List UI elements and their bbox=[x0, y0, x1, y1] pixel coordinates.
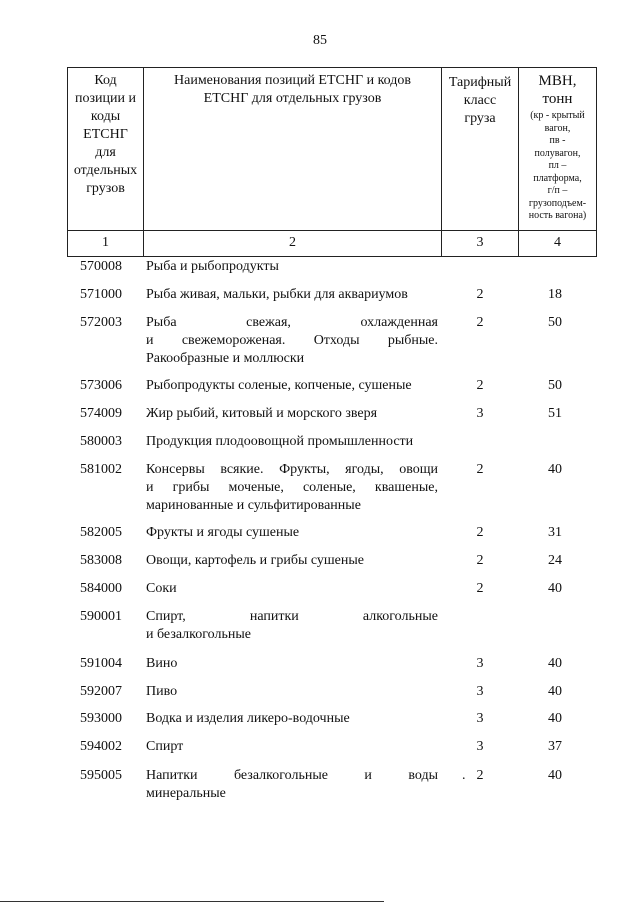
word: свежая, bbox=[246, 315, 291, 330]
header-tariff-class bbox=[442, 68, 519, 231]
row-mbn: 40 bbox=[548, 768, 562, 783]
header-class-line: класс bbox=[463, 93, 497, 108]
row-name-line: Рыба и рыбопродукты bbox=[146, 259, 279, 274]
row-name bbox=[146, 314, 438, 368]
word: всякие. bbox=[220, 462, 264, 477]
column-number: 1 bbox=[68, 231, 144, 257]
row-code: 582005 bbox=[80, 525, 122, 540]
word: безалкогольные bbox=[233, 768, 328, 783]
row-name bbox=[146, 258, 438, 276]
header-mbn-note: вагон, bbox=[544, 122, 571, 134]
column-number-row bbox=[68, 231, 597, 257]
header-mbn-note: полувагон, bbox=[534, 147, 581, 159]
word: Фрукты, bbox=[279, 462, 330, 477]
header-class-line: Тарифный bbox=[448, 75, 512, 90]
header-mbn-note: ность вагона) bbox=[528, 210, 587, 221]
header-code-line: Код bbox=[94, 73, 117, 88]
row-code: 584000 bbox=[80, 581, 122, 596]
row-tariff-class: 2 bbox=[476, 315, 484, 330]
stray-mark: . bbox=[462, 768, 466, 783]
word: и bbox=[146, 480, 154, 495]
row-code: 590001 bbox=[80, 609, 122, 624]
row-tariff-class: 2 bbox=[476, 378, 484, 393]
row-name bbox=[146, 377, 438, 395]
row-name-line bbox=[146, 608, 438, 626]
word: Рыба bbox=[146, 315, 177, 330]
row-name bbox=[146, 738, 438, 756]
row-name bbox=[146, 655, 438, 673]
row-tariff-class: 3 bbox=[476, 711, 484, 726]
row-mbn: 18 bbox=[548, 287, 562, 302]
row-name-line: Рыбопродукты соленые, копченые, сушеные bbox=[146, 378, 412, 393]
word: Спирт, bbox=[146, 609, 186, 624]
word: Отходы bbox=[313, 333, 360, 348]
word: алкогольные bbox=[362, 609, 438, 624]
row-code: 574009 bbox=[80, 406, 122, 421]
word: квашеные, bbox=[374, 480, 438, 495]
header-code-line: позиции и bbox=[75, 91, 136, 106]
row-name-line: Фрукты и ягоды сушеные bbox=[146, 525, 300, 540]
word: воды bbox=[408, 768, 438, 783]
row-code: 592007 bbox=[80, 684, 122, 699]
row-name bbox=[146, 608, 438, 644]
row-mbn: 40 bbox=[548, 581, 562, 596]
header-code-line: коды bbox=[90, 109, 121, 124]
word: рыбные. bbox=[387, 333, 438, 348]
row-name-line: Вино bbox=[146, 656, 178, 671]
row-code: 570008 bbox=[80, 259, 122, 274]
word: соленые, bbox=[302, 480, 356, 495]
row-name-line: Рыба живая, мальки, рыбки для аквариумов bbox=[146, 287, 408, 302]
header-name bbox=[144, 68, 442, 231]
row-name-line: Спирт bbox=[146, 739, 184, 754]
header-row bbox=[68, 68, 597, 231]
column-number: 4 bbox=[519, 231, 597, 257]
word: Напитки bbox=[146, 768, 198, 783]
page-number: 85 bbox=[313, 33, 327, 48]
word: охлажденная bbox=[360, 315, 438, 330]
row-mbn: 40 bbox=[548, 684, 562, 699]
header-mbn-note: платформа, bbox=[533, 172, 582, 184]
row-name-line: маринованные и сульфитированные bbox=[146, 498, 361, 513]
row-mbn: 37 bbox=[548, 739, 562, 754]
word: Консервы bbox=[146, 462, 205, 477]
row-mbn: 50 bbox=[548, 315, 562, 330]
column-number: 2 bbox=[144, 231, 442, 257]
row-name-line: Пиво bbox=[146, 684, 178, 699]
row-name-line: Ракообразные и моллюски bbox=[146, 351, 305, 366]
word: и bbox=[364, 768, 372, 783]
row-code: 595005 bbox=[80, 768, 122, 783]
row-name bbox=[146, 461, 438, 515]
row-mbn: 40 bbox=[548, 711, 562, 726]
row-name-line: Жир рыбий, китовый и морского зверя bbox=[146, 406, 378, 421]
header-mbn-note: грузоподъем- bbox=[528, 197, 587, 209]
row-name bbox=[146, 405, 438, 423]
row-name-line: Водка и изделия ликеро-водочные bbox=[146, 711, 350, 726]
header-code-line: отдельных bbox=[73, 163, 138, 178]
row-tariff-class: 2 bbox=[476, 553, 484, 568]
row-code: 594002 bbox=[80, 739, 122, 754]
word: ягоды, bbox=[345, 462, 384, 477]
row-name-line: и безалкогольные bbox=[146, 627, 251, 642]
row-tariff-class: 3 bbox=[476, 739, 484, 754]
row-name-line bbox=[146, 479, 438, 497]
row-code: 571000 bbox=[80, 287, 122, 302]
header-name-line: Наименования позиций ЕТСНГ и кодов bbox=[174, 73, 411, 88]
row-mbn: 40 bbox=[548, 656, 562, 671]
row-name-line bbox=[146, 314, 438, 332]
row-name bbox=[146, 710, 438, 728]
row-code: 572003 bbox=[80, 315, 122, 330]
row-tariff-class: 2 bbox=[476, 525, 484, 540]
row-name-line bbox=[146, 332, 438, 350]
header-code-line: грузов bbox=[86, 181, 125, 196]
row-name bbox=[146, 767, 438, 803]
column-number: 3 bbox=[442, 231, 519, 257]
row-name bbox=[146, 580, 438, 598]
row-mbn: 31 bbox=[548, 525, 562, 540]
row-name-line bbox=[146, 767, 438, 785]
header-code bbox=[68, 68, 144, 231]
header-mbn-note: г/п – bbox=[547, 185, 568, 196]
word: моченые, bbox=[228, 480, 284, 495]
row-tariff-class: 3 bbox=[476, 406, 484, 421]
row-name bbox=[146, 552, 438, 570]
row-name-line: Овощи, картофель и грибы сушеные bbox=[146, 553, 364, 568]
row-code: 593000 bbox=[80, 711, 122, 726]
header-code-line: ЕТСНГ bbox=[83, 127, 128, 142]
row-mbn: 50 bbox=[548, 378, 562, 393]
header-mbn-line: тонн bbox=[542, 91, 573, 107]
row-name bbox=[146, 683, 438, 701]
row-name-line: минеральные bbox=[146, 786, 226, 801]
row-mbn: 40 bbox=[548, 462, 562, 477]
row-name-line: Соки bbox=[146, 581, 177, 596]
header-name-line: ЕТСНГ для отдельных грузов bbox=[203, 91, 382, 106]
scan-edge-line bbox=[0, 901, 384, 902]
word: и bbox=[146, 333, 154, 348]
row-mbn: 51 bbox=[548, 406, 562, 421]
header-mbn-note: пв - bbox=[549, 135, 566, 146]
word: грибы bbox=[172, 480, 210, 495]
header-code-line: для bbox=[95, 145, 116, 160]
row-name-line bbox=[146, 461, 438, 479]
header-mbn-note: (кр - крытый bbox=[530, 110, 585, 121]
row-tariff-class: 2 bbox=[476, 581, 484, 596]
row-name bbox=[146, 524, 438, 542]
row-code: 591004 bbox=[80, 656, 122, 671]
header-class-line: груза bbox=[464, 111, 496, 126]
row-tariff-class: 2 bbox=[476, 462, 484, 477]
row-name bbox=[146, 433, 438, 451]
header-mbn-note: пл – bbox=[548, 160, 567, 171]
row-code: 573006 bbox=[80, 378, 122, 393]
row-code: 580003 bbox=[80, 434, 122, 449]
row-code: 581002 bbox=[80, 462, 122, 477]
row-name bbox=[146, 286, 438, 304]
word: свежемороженая. bbox=[181, 333, 286, 348]
row-mbn: 24 bbox=[548, 553, 562, 568]
word: овощи bbox=[399, 462, 438, 477]
row-tariff-class: 2 bbox=[476, 287, 484, 302]
header-mbn-line: МВН, bbox=[538, 73, 577, 89]
row-name-line: Продукция плодоовощной промышленности bbox=[146, 434, 414, 449]
row-code: 583008 bbox=[80, 553, 122, 568]
row-tariff-class: 3 bbox=[476, 656, 484, 671]
table-header bbox=[67, 67, 597, 257]
row-tariff-class: 2 bbox=[476, 768, 484, 783]
row-tariff-class: 3 bbox=[476, 684, 484, 699]
word: напитки bbox=[249, 609, 299, 624]
header-mbn bbox=[519, 68, 597, 231]
